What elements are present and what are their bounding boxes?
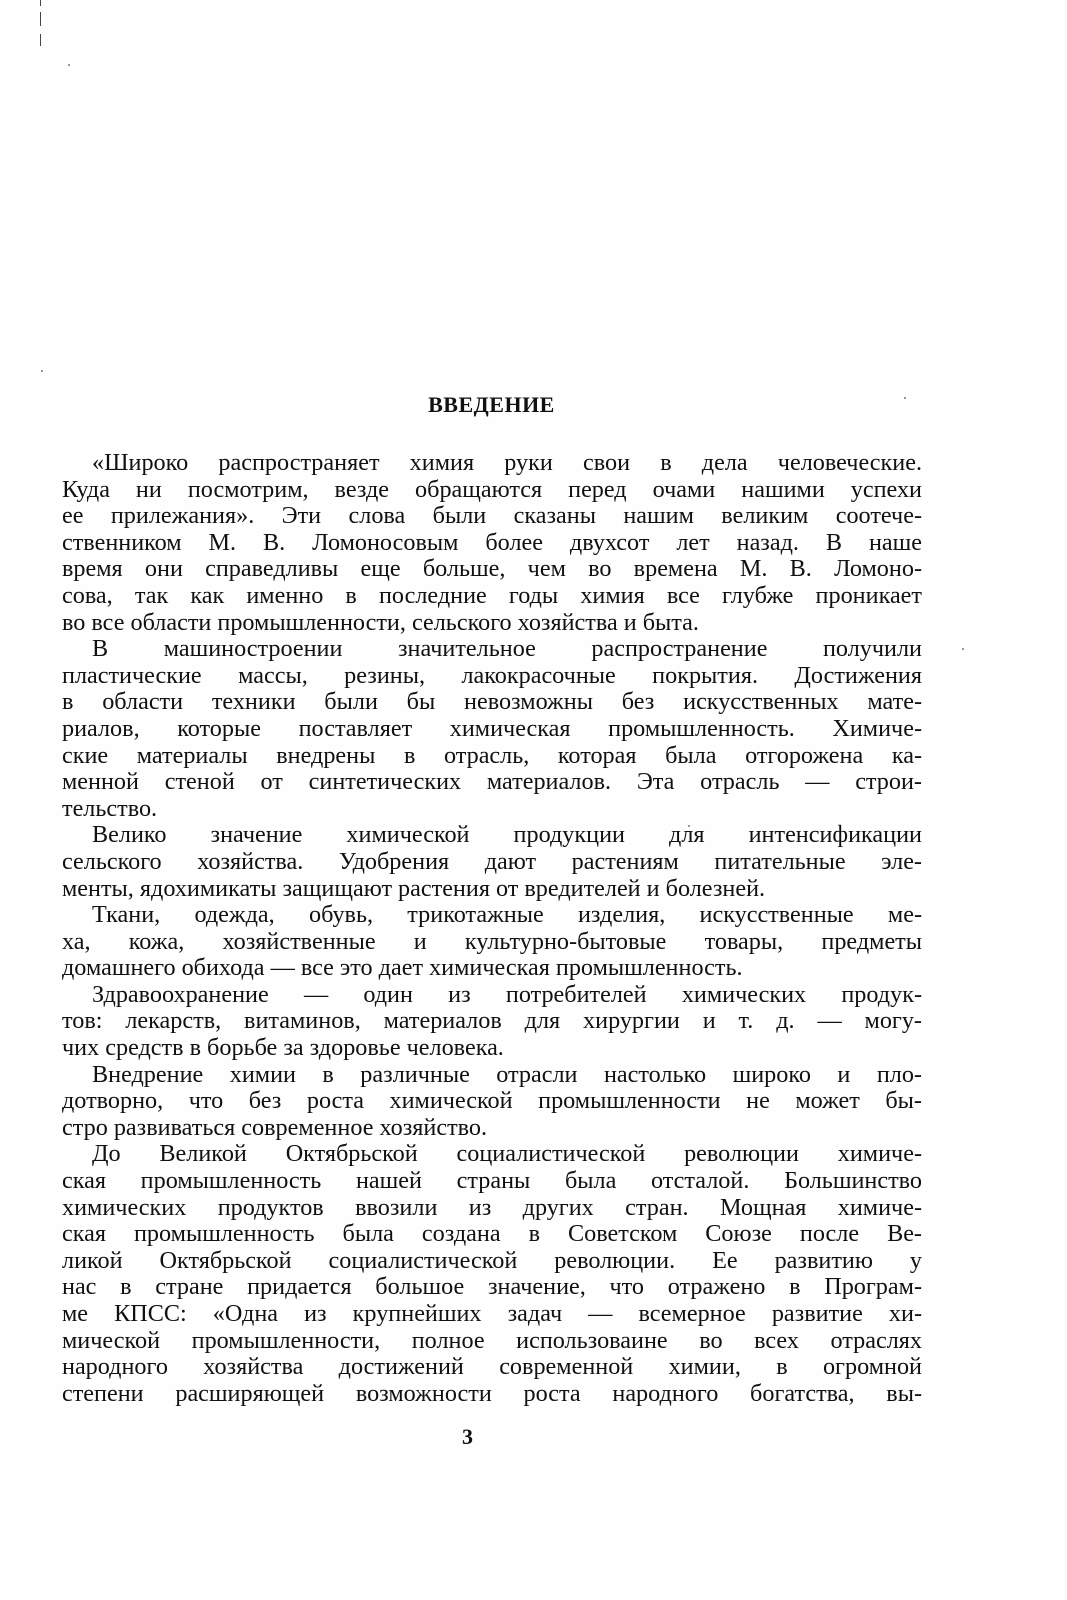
text-line: ственником М. В. Ломоносовым более двухсот лет назад. В наше <box>62 528 922 556</box>
text-line: сова, так как именно в последние годы химия все глубже проникает <box>62 581 922 609</box>
text-line: До Великой Октябрьской социалистической революции химиче- <box>92 1140 922 1168</box>
scan-speck <box>68 64 70 66</box>
text-line: народного хозяйства достижений современной химии, в огромной <box>62 1353 922 1381</box>
text-line: пластические массы, резины, лакокрасочные покрытия. Достижения <box>62 661 922 689</box>
page-title: ВВЕДЕНИЕ <box>428 392 555 417</box>
text-line: ха, кожа, хозяйственные и культурно-бытовые товары, предметы <box>62 927 922 955</box>
text-line: тельство. <box>62 794 158 822</box>
text-line: риалов, которые поставляет химическая промышленность. Химиче- <box>62 714 922 742</box>
text-line: Внедрение химии в различные отрасли настолько широко и пло- <box>92 1060 922 1088</box>
scan-edge-mark <box>40 0 41 6</box>
page-number: 3 <box>462 1424 473 1449</box>
text-line: дотворно, что без роста химической промышленности не может бы- <box>62 1087 922 1115</box>
text-line: химических продуктов ввозили из других стран. Мощная химиче- <box>62 1193 922 1221</box>
text-line: Куда ни посмотрим, везде обращаются перед очами нашими успехи <box>62 475 922 503</box>
text-line: ская промышленность была создана в Советском Союзе после Ве- <box>62 1220 922 1248</box>
text-line: стро развиваться современное хозяйство. <box>62 1113 488 1141</box>
text-line: Здравоохранение — один из потребителей химических продук- <box>92 980 922 1008</box>
text-line: Ткани, одежда, обувь, трикотажные изделия, искусственные ме- <box>92 901 922 929</box>
scan-speck <box>41 370 43 372</box>
text-line: «Широко распространяет химия руки свои в дела человеческие. <box>92 449 922 476</box>
text-line: ликой Октябрьской социалистической революции. Ее развитию у <box>62 1246 922 1274</box>
text-line: ская промышленность нашей страны была отсталой. Большинство <box>62 1167 922 1195</box>
text-line: чих средств в борьбе за здоровье человека. <box>62 1034 504 1062</box>
text-line: ее прилежания». Эти слова были сказаны нашим великим соотече- <box>62 502 922 530</box>
text-line: менты, ядохимикаты защищают растения от вредителей и болезней. <box>62 874 766 902</box>
text-line: ские материалы внедрены в отрасль, которая была отгорожена ка- <box>62 741 922 769</box>
text-line: нас в стране придается большое значение, что отражено в Програм- <box>62 1273 922 1301</box>
text-line: домашнего обихода — все это дает химическая промышленность. <box>62 954 743 982</box>
text-line: тов: лекарств, витаминов, материалов для хирургии и т. д. — могу- <box>62 1007 922 1035</box>
text-line: Велико значение химической продукции для интенсификации <box>92 821 922 849</box>
scan-speck <box>962 648 964 650</box>
text-line: менной стеной от синтетических материалов. Эта отрасль — строи- <box>62 768 922 796</box>
text-line: сельского хозяйства. Удобрения дают растениям питательные эле- <box>62 847 922 875</box>
text-line: в области техники были бы невозможны без искусственных мате- <box>62 688 922 716</box>
text-line: мической промышленности, полное использоваине во всех отраслях <box>62 1326 922 1354</box>
text-line: во все области промышленности, сельского хозяйства и быта. <box>62 608 699 636</box>
scan-edge-mark <box>40 34 41 46</box>
scan-edge-mark <box>40 12 41 26</box>
body-text <box>62 450 922 1407</box>
text-line: В машиностроении значительное распространение получили <box>92 635 922 663</box>
text-line: степени расширяющей возможности роста народного богатства, вы- <box>62 1379 922 1407</box>
text-line: ме КПСС: «Одна из крупнейших задач — всемерное развитие хи- <box>62 1300 922 1327</box>
text-line: время они справедливы еще больше, чем во времена М. В. Ломоно- <box>62 555 922 583</box>
